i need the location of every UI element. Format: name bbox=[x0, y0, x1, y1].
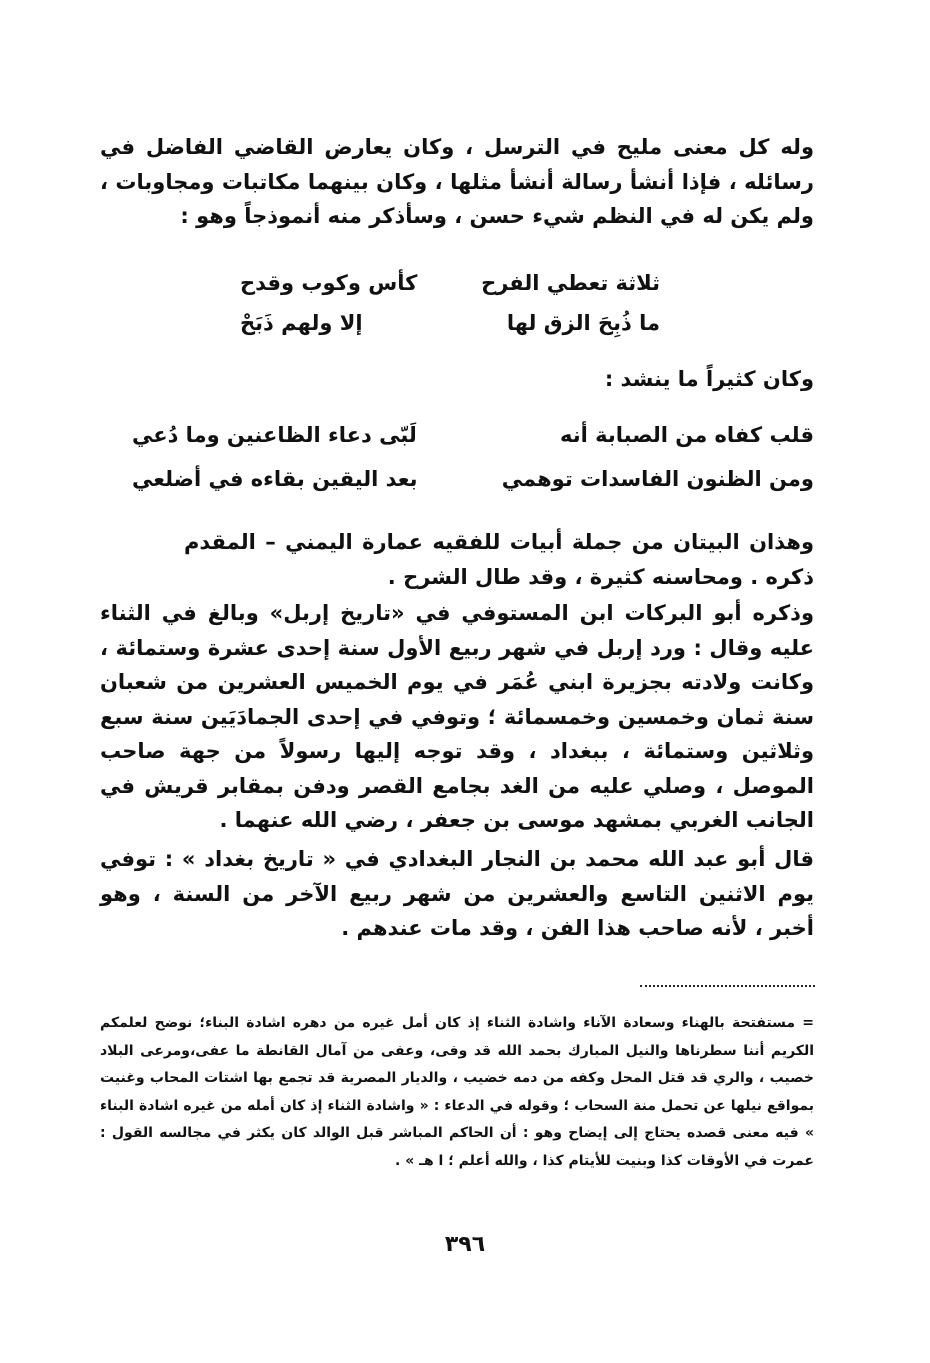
verse-hemistich-second: كأس وكوب وقدح bbox=[240, 271, 418, 295]
verse-hemistich-first: ما ذُبِحَ الزق لها bbox=[506, 311, 660, 335]
verse-line bbox=[240, 306, 660, 340]
paragraph-couplet-source: وهذان البيتان من جملة أبيات للفقيه عمارة اليمني – المقدم ذكره . ومحاسنه كثيرة ، وقد طال الشرح . bbox=[184, 530, 814, 589]
page-number: ٣٩٦ bbox=[444, 1232, 486, 1257]
paragraph-intro: وله كل معنى مليح في الترسل ، وكان يعارض القاضي الفاضل في رسائله ، فإذا أنشأ رسالة أنشأ مثلها ، وكان بينهما مكاتبات ومجاوبات ، ولم يكن له في النظم شيء حسن ، وسأذكر منه أنموذجاً وهو : bbox=[100, 135, 814, 228]
verse-hemistich-second: لَبّى دعاء الظاعنين وما دُعي bbox=[132, 423, 417, 447]
verse-hemistich-first: ثلاثة تعطي الفرح bbox=[481, 271, 660, 295]
paragraph-death-date: قال أبو عبد الله محمد بن النجار البغدادي في « تاريخ بغداد » : توفي يوم الاثنين التاسع والعشرين من شهر ربيع الآخر من السنة ، وهو أخبر ، لأنه صاحب هذا الفن ، وقد مات عندهم . bbox=[100, 847, 814, 940]
verse-hemistich-first: ومن الظنون الفاسدات توهمي bbox=[501, 467, 814, 491]
paragraph-biography: وذكره أبو البركات ابن المستوفي في «تاريخ إربل» وبالغ في الثناء عليه وقال : ورد إربل في شهر ربيع الأول سنة إحدى عشرة وستمائة ، وكانت ولادته بجزيرة ابني عُمَر في يوم الخميس العشرين من شعبان سنة ثمان وخمسين وخمسمائة ؛ وتوفي في إحدى الجمادَيَين سنة سبع وثلاثين وستمائة ، ببغداد ، وقد توجه إليها رسولاً من جهة صاحب الموصل ، وصلي عليه من الغد بجامع القصر ودفن بمقابر قريش في الجانب الغربي بمشهد موسى بن جعفر ، رضي الله عنهما . bbox=[100, 601, 814, 832]
verse-line bbox=[132, 462, 814, 496]
footnote-separator bbox=[640, 985, 815, 987]
verse-line bbox=[132, 418, 814, 452]
footnote-text: = مستفتحة بالهناء وسعادة الآناء واشادة الثناء إذ كان أمل غيره من دهره اشادة البناء؛ نوضح لعلمكم الكريم أننا سطرناها والنيل المبارك بحمد الله قد وفى، وعفى من آمال القانطة ما عفى،ومرعى البلاد خصيب ، والري قد قتل المحل وكفه من دمه خضيب ، والديار المصرية قد تجمع بها اشتات المحاب وغنيت بمواقع نيلها عن تحمل منة السحاب ؛ وقوله في الدعاء : « واشادة الثناء إذ كان أمله من غيره اشادة البناء » فيه معنى قصده يحتاج إلى إيضاح وهو : أن الحاكم المباشر قبل الوالد كان يكثر في مجالسه القول : عمرت في الأوقات كذا وبنيت للأيتام كذا ، والله أعلم ؛ ا هـ » . bbox=[100, 1015, 814, 1169]
paragraph-recite: وكان كثيراً ما ينشد : bbox=[604, 367, 814, 391]
verse-hemistich-first: قلب كفاه من الصبابة أنه bbox=[560, 423, 814, 447]
verse-line bbox=[240, 266, 660, 300]
verse-hemistich-second: إلا ولهم ذَبَحْ bbox=[240, 311, 363, 335]
verse-hemistich-second: بعد اليقين بقاءه في أضلعي bbox=[132, 467, 418, 491]
